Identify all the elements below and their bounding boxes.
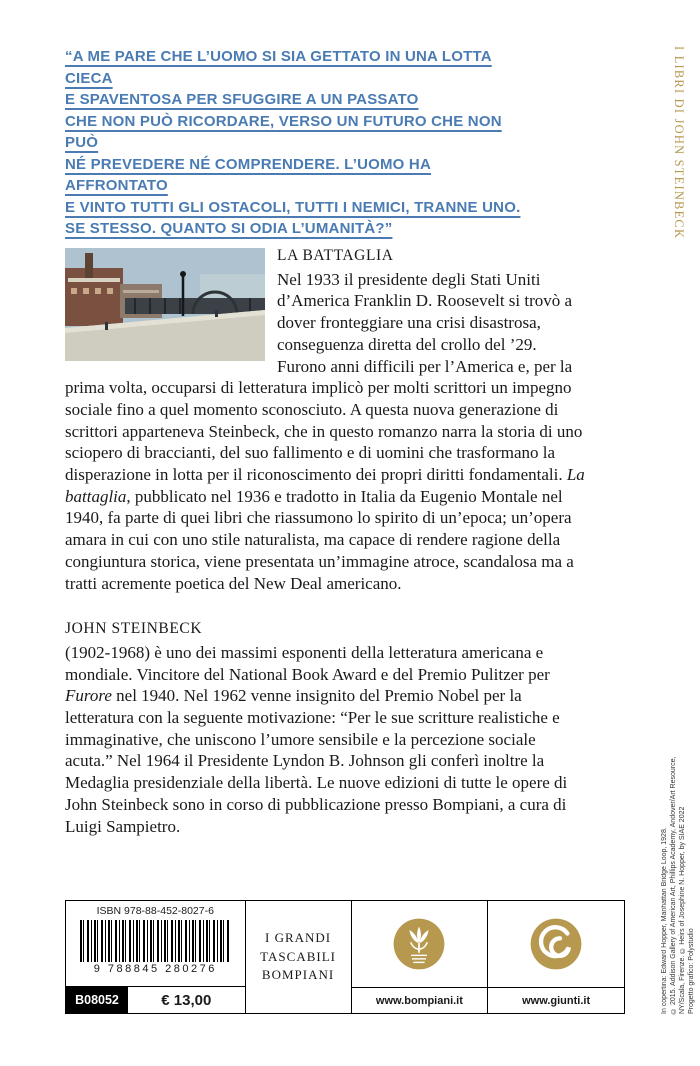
quote-line: E SPAVENTOSA PER SFUGGIRE A UN PASSATO (65, 91, 419, 108)
giunti-cell (487, 901, 624, 1013)
author-name: JOHN STEINBECK (65, 620, 203, 638)
book-title-italic: La battaglia (65, 465, 585, 506)
book-title: LA BATTAGLIA (277, 247, 394, 264)
bio-text: (1902-1968) è uno dei massimi esponenti della letteratura americana e mondiale. Vincitore del National Book Award e del Premio Pulitzer per (65, 642, 550, 684)
collection-line: BOMPIANI (261, 967, 335, 983)
price-row (66, 986, 245, 1013)
collection-line: TASCABILI (260, 948, 336, 964)
quote-line: CHE NON PUÒ RICORDARE, VERSO UN FUTURO CHE NON PUÒ (65, 112, 502, 151)
collection-line: I GRANDI (264, 929, 332, 945)
isbn-label: ISBN 978-88-452-8027-6 (96, 905, 214, 917)
barcode-cell (66, 901, 245, 1013)
quote-line: NÉ PREVEDERE NÉ COMPRENDERE. L’UOMO HA AFFRONTATO (65, 155, 431, 194)
bompiani-cell (351, 901, 488, 1013)
bio-title-italic: Furore (65, 686, 112, 706)
description-text: Nel 1933 il presidente degli Stati Uniti d’America Franklin D. Roosevelt si trovò a dover fronteggiare una crisi disastrosa, conseguenza diretta del crollo del ’29. Furono anni difficili per l’America e, per la prima volta, occuparsi di letteratura implicò per molti scrittori un impegno sociale fino a quel momento sconosciuto. A questa nuova generazione di scrittori apparteneva Steinbeck, che in questo romanzo narra la storia di uno sciopero di braccianti, del suo fallimento e di uomini che trasformano la disperazione in lotta per il riconoscimento dei propri diritti fondamentali. (65, 269, 583, 485)
cover-credits (660, 714, 696, 1014)
product-code: B08052 (66, 987, 128, 1013)
credits-line: Progetto grafico: Polystudio (688, 928, 695, 1014)
main-content (65, 245, 585, 837)
collection-box (245, 901, 351, 1013)
credits-line: © 2015. Addison Gallery of American Art, Phillips Academy, Andover/Art Resource, (670, 756, 677, 1014)
description-text: , pubblicato nel 1936 e tradotto in Italia da Eugenio Montale nel 1940, fa parte di quei libri che riassumono lo spirito di un’epoca; un’opera amara in cui con uno stile naturalista, ma capace di rendere ragione della congiuntura storica, viene presentata un’immagine atroce, scandalosa ma a tratti acremente poetica del New Deal americano. (65, 486, 574, 593)
bio-text: nel 1940. Nel 1962 venne insignito del Premio Nobel per la letteratura con la seguente motivazione: “Per le sue scritture realistiche e immaginative, che uniscono l’umore sensibile e la percezione sociale acuta.” Nel 1964 il Presidente Lyndon B. Johnson gli conferì inoltre la Medaglia presidenziale della libertà. Le nuove edizioni di tutte le opere di John Steinbeck sono in corso di pubblicazione presso Bompiani, a cura di Luigi Sampietro. (65, 686, 568, 836)
hopper-painting-image (65, 248, 265, 361)
price: € 13,00 (161, 991, 212, 1009)
barcode (80, 920, 231, 962)
giunti-url: www.giunti.it (488, 987, 624, 1013)
giunti-logo-icon (488, 901, 624, 987)
quote-line: E VINTO TUTTI GLI OSTACOLI, TUTTI I NEMICI, TRANNE UNO. (65, 198, 521, 216)
barcode-digits: 9 788845 280276 (93, 963, 217, 975)
bompiani-logo-icon (352, 901, 488, 987)
credits-line: NY/Scala, Firenze. © Heirs of Josephine N. Hopper, by SIAE 2022 (679, 806, 686, 1014)
bompiani-url: www.bompiani.it (352, 987, 488, 1013)
cover-quote (65, 46, 535, 240)
series-spine-label: I LIBRI DI JOHN STEINBECK (672, 46, 686, 240)
credits-line: In copertina: Edward Hopper, Manhattan Bridge Loop, 1928. (661, 827, 668, 1014)
quote-line: “A ME PARE CHE L’UOMO SI SIA GETTATO IN UNA LOTTA CIECA (65, 48, 492, 87)
footer-grid (65, 900, 625, 1014)
cover-painting (65, 248, 265, 361)
quote-line: SE STESSO. QUANTO SI ODIA L’UMANITÀ?” (65, 220, 393, 237)
author-bio (65, 642, 585, 837)
